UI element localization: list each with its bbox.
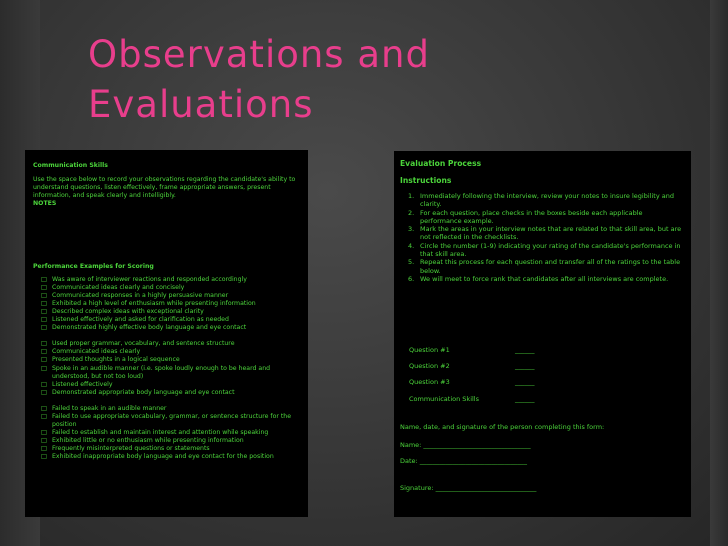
list-item[interactable]: □ Listened effectively and asked for clarification as needed: [41, 316, 229, 324]
instructions-list: [400, 192, 684, 283]
slide-title: [88, 30, 430, 130]
checkbox-icon[interactable]: □: [41, 283, 47, 291]
sheet-heading: Communication Skills: [33, 162, 108, 169]
signature-prompt: Name, date, and signature of the person completing this form:: [400, 422, 605, 431]
list-item: 4. Circle the number (1-9) indicating your rating of the candidate's performance in that skill area.: [408, 241, 681, 259]
checkbox-icon[interactable]: □: [41, 437, 47, 445]
checklist-group-3: [33, 405, 301, 462]
score-blank[interactable]: ______: [515, 378, 535, 387]
checkbox-icon[interactable]: □: [41, 388, 47, 396]
list-item: 3. Mark the areas in your interview notes that are related to that skill area, but are not reflected in the checklists.: [408, 225, 682, 242]
checkbox-icon[interactable]: □: [41, 380, 47, 388]
checkbox-icon[interactable]: □: [41, 299, 47, 307]
checkbox-icon[interactable]: □: [41, 348, 47, 356]
notes-label: NOTES: [33, 200, 57, 208]
evaluation-heading: Evaluation Process: [400, 159, 482, 168]
list-item[interactable]: □ Exhibited a high level of enthusiasm while presenting information: [41, 299, 256, 307]
checkbox-icon[interactable]: □: [41, 404, 47, 412]
score-blank[interactable]: ______: [515, 362, 535, 371]
checkbox-icon[interactable]: □: [41, 356, 47, 364]
list-item[interactable]: □ Presented thoughts in a logical sequence: [41, 356, 180, 364]
list-item[interactable]: □ Communicated ideas clearly: [41, 348, 141, 356]
list-item: 1. Immediately following the interview, review your notes to insure legibility and clarity.: [408, 192, 674, 209]
list-item: 6. We will meet to force rank that candidates after all interviews are complete.: [408, 274, 669, 283]
score-table: [400, 346, 684, 402]
checkbox-icon[interactable]: □: [41, 275, 47, 283]
date-field[interactable]: Date: _________________________________: [400, 457, 528, 466]
communication-skills-sheet: [25, 150, 308, 517]
instructions-heading: Instructions: [400, 176, 452, 185]
checkbox-icon[interactable]: □: [41, 364, 47, 372]
checkbox-icon[interactable]: □: [41, 453, 47, 461]
sheet-intro: Use the space below to record your observations regarding the candidate's ability to understand questions, listen effectively, frame appropriate answers, present information, and speak clearly and intelligibly.: [33, 176, 296, 200]
list-item[interactable]: □ Communicated responses in a highly persuasive manner: [41, 291, 229, 299]
checklist-group-1: [33, 276, 301, 333]
list-item[interactable]: □ Failed to speak in an audible manner: [41, 404, 167, 412]
list-item: 2. For each question, place checks in the boxes beside each applicable performance example.: [408, 208, 643, 225]
list-item[interactable]: □ Listened effectively: [41, 380, 113, 388]
list-item[interactable]: □ Failed to use appropriate vocabulary, grammar, or sentence structure for the position: [41, 412, 292, 429]
notes-area: [33, 208, 301, 263]
list-item[interactable]: □ Exhibited little or no enthusiasm while presenting information: [41, 437, 244, 445]
list-item[interactable]: □ Used proper grammar, vocabulary, and sentence structure: [41, 340, 235, 348]
checkbox-icon[interactable]: □: [41, 429, 47, 437]
checkbox-icon[interactable]: □: [41, 324, 47, 332]
score-blank[interactable]: ______: [515, 346, 535, 355]
list-item: 5. Repeat this process for each question and transfer all of the ratings to the table below.: [408, 258, 681, 275]
checkbox-icon[interactable]: □: [41, 316, 47, 324]
slide-title-line-1: Observations and: [88, 33, 430, 76]
checkbox-icon[interactable]: □: [41, 291, 47, 299]
right-edge-bar: [710, 0, 728, 546]
list-item[interactable]: □ Demonstrated highly effective body language and eye contact: [41, 324, 247, 332]
checkbox-icon[interactable]: □: [41, 307, 47, 315]
score-row: Question #3 ______: [409, 378, 535, 387]
score-blank[interactable]: ______: [515, 394, 535, 403]
checkbox-icon[interactable]: □: [41, 445, 47, 453]
score-row: Question #2 ______: [409, 362, 535, 371]
checkbox-icon[interactable]: □: [41, 340, 47, 348]
name-field[interactable]: Name: _________________________________: [400, 440, 531, 449]
list-item[interactable]: □ Frequently misinterpreted questions or statements: [41, 445, 210, 453]
list-item[interactable]: □ Communicated ideas clearly and concisely: [41, 283, 185, 291]
list-item[interactable]: □ Spoke in an audible manner (i.e. spoke loudly enough to be heard and understood, but not too loud): [41, 364, 271, 380]
list-item[interactable]: □ Failed to establish and maintain interest and attention while speaking: [41, 429, 269, 437]
checkbox-icon[interactable]: □: [41, 412, 47, 420]
slide-title-line-2: Evaluations: [88, 83, 314, 126]
evaluation-process-sheet: [394, 151, 691, 517]
list-item[interactable]: □ Demonstrated appropriate body language and eye contact: [41, 388, 235, 396]
checklist-group-2: [33, 340, 301, 397]
list-item[interactable]: □ Was aware of interviewer reactions and responded accordingly: [41, 275, 247, 283]
list-item[interactable]: □ Described complex ideas with exceptional clarity: [41, 307, 204, 315]
signature-field[interactable]: Signature: _______________________________: [400, 483, 537, 492]
scoring-heading: Performance Examples for Scoring: [33, 263, 154, 271]
score-row: Question #1 ______: [409, 346, 535, 355]
score-row: Communication Skills ______: [409, 394, 535, 403]
list-item[interactable]: □ Exhibited inappropriate body language and eye contact for the position: [41, 453, 274, 461]
